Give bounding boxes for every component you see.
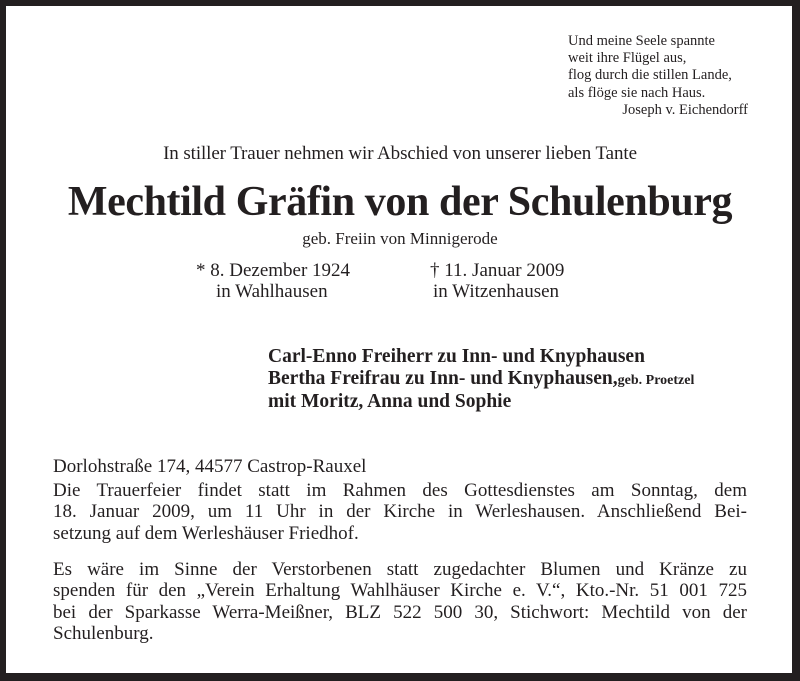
mourner-nee: geb. Proetzel bbox=[617, 372, 695, 388]
death-date: † 11. Januar 2009 bbox=[430, 260, 565, 281]
poem-author: Joseph v. Eichendorff bbox=[622, 102, 748, 118]
address: Dorlohstraße 174, 44577 Castrop-Rauxel bbox=[53, 456, 367, 477]
mourners-block bbox=[268, 346, 694, 413]
poem-line: als flöge sie nach Haus. bbox=[568, 84, 706, 101]
birth-date: * 8. Dezember 1924 bbox=[196, 260, 351, 281]
mourner-line bbox=[268, 368, 694, 392]
death-place: in Witzenhausen bbox=[433, 281, 560, 302]
donation-paragraph bbox=[53, 559, 747, 644]
mourner-line: mit Moritz, Anna und Sophie bbox=[268, 391, 512, 412]
paragraph-line: Schulenburg. bbox=[53, 622, 154, 644]
death-info bbox=[430, 260, 564, 302]
paragraph-line: bei der Sparkasse Werra-Meißner, BLZ 522 500 30, Stichwort: Mechtild von der bbox=[53, 601, 747, 623]
birth-place: in Wahlhausen bbox=[216, 281, 328, 302]
paragraph-line: setzung auf dem Werleshäuser Friedhof. bbox=[53, 522, 359, 544]
deceased-name: Mechtild Gräfin von der Schulenburg bbox=[67, 179, 733, 225]
paragraph-line: 18. Januar 2009, um 11 Uhr in der Kirche in Werleshausen. Anschließend Bei- bbox=[53, 501, 747, 523]
poem-line: weit ihre Flügel aus, bbox=[568, 50, 687, 67]
poem-line: Und meine Seele spannte bbox=[568, 33, 715, 49]
intro-text: In stiller Trauer nehmen wir Abschied von unserer lieben Tante bbox=[163, 143, 637, 164]
mourner-line: Carl-Enno Freiherr zu Inn- und Knyphausen bbox=[268, 346, 645, 367]
poem-line: flog durch die stillen Lande, bbox=[568, 67, 732, 84]
birth-name: geb. Freiin von Minnigerode bbox=[302, 229, 498, 248]
mourner-name: Bertha Freifrau zu Inn- und Knyphausen, bbox=[268, 367, 618, 389]
paragraph-line: spenden für den „Verein Erhaltung Wahlhäuser Kirche e. V.“, Kto.-Nr. 51 001 725 bbox=[53, 580, 747, 602]
birth-info bbox=[196, 260, 350, 302]
funeral-paragraph bbox=[53, 480, 747, 544]
paragraph-line: Es wäre im Sinne der Verstorbenen statt zugedachter Blumen und Kränze zu bbox=[53, 559, 747, 580]
paragraph-line: Die Trauerfeier findet statt im Rahmen des Gottesdienstes am Sonntag, dem bbox=[53, 480, 747, 501]
poem-quote bbox=[568, 33, 732, 102]
